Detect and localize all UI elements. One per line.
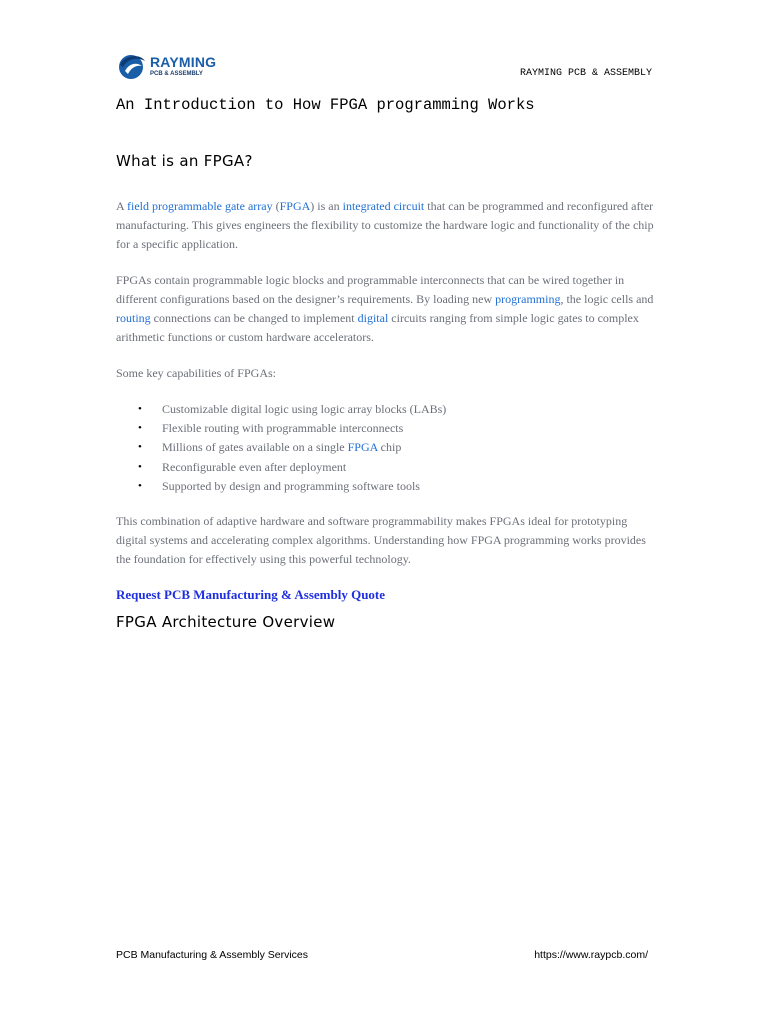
rayming-logo	[116, 50, 226, 82]
text-span: circuits ranging from simple logic gates to complex arithmetic functions or custom hardware accelerators.	[116, 311, 639, 344]
heading-what-is-fpga: What is an FPGA?	[116, 152, 253, 170]
paragraph-summary: This combination of adaptive hardware and software programmability makes FPGAs ideal for prototyping digital systems and accelerating complex algorithms. Understanding how FPGA programming works provides the foundation for effectively using this powerful technology.	[116, 514, 646, 566]
document-title: An Introduction to How FPGA programming Works	[116, 96, 535, 114]
text-span: (	[272, 199, 280, 213]
list-item: • Customizable digital logic using logic array blocks (LABs)	[116, 400, 656, 419]
link-programming[interactable]: programming	[495, 292, 561, 306]
header-company-name: RAYMING PCB & ASSEMBLY	[519, 68, 652, 79]
text-span: , the logic cells and	[560, 292, 654, 306]
paragraph-intro	[116, 197, 656, 254]
text-span: FPGAs contain programmable logic blocks and programmable interconnects that can be wired together in different configurations based on the designer’s requirements. By loading new	[116, 273, 625, 306]
text-span: A	[116, 199, 128, 213]
text-span: Millions of gates available on a single	[162, 440, 348, 455]
list-item: • Flexible routing with programmable interconnects	[116, 419, 656, 438]
list-item: • Supported by design and programming software tools	[116, 477, 656, 496]
list-item: • Reconfigurable even after deployment	[116, 458, 656, 477]
logo-subtitle: PCB & ASSEMBLY	[150, 71, 203, 77]
paragraph-capabilities-intro: Some key capabilities of FPGAs:	[116, 366, 276, 380]
footer-services-text: PCB Manufacturing & Assembly Services	[116, 949, 308, 961]
link-digital[interactable]: digital	[357, 311, 389, 325]
text-span: chip	[377, 440, 402, 455]
logo-name: RAYMING	[150, 54, 217, 70]
paragraph-logic-blocks	[116, 271, 656, 347]
rayming-logo-mark-icon	[116, 51, 146, 81]
list-item	[116, 438, 656, 457]
capabilities-list	[116, 400, 656, 496]
link-field-programmable-gate-array[interactable]: field programmable gate array	[127, 199, 273, 213]
heading-architecture-overview: FPGA Architecture Overview	[116, 613, 336, 631]
link-fpga[interactable]: FPGA	[279, 199, 311, 213]
request-quote-link[interactable]: Request PCB Manufacturing & Assembly Quote	[116, 587, 386, 602]
link-integrated-circuit[interactable]: integrated circuit	[342, 199, 425, 213]
text-span: ) is an	[310, 199, 343, 213]
link-routing[interactable]: routing	[116, 311, 151, 325]
footer-website-url: https://www.raypcb.com/	[534, 949, 648, 961]
text-span: that can be programmed and reconfigured after manufacturing. This gives engineers the flexibility to customize the hardware logic and functionality of the chip for a specific application.	[116, 199, 654, 251]
link-fpga-bullet[interactable]: FPGA	[347, 440, 378, 455]
text-span: connections can be changed to implement	[150, 311, 358, 325]
